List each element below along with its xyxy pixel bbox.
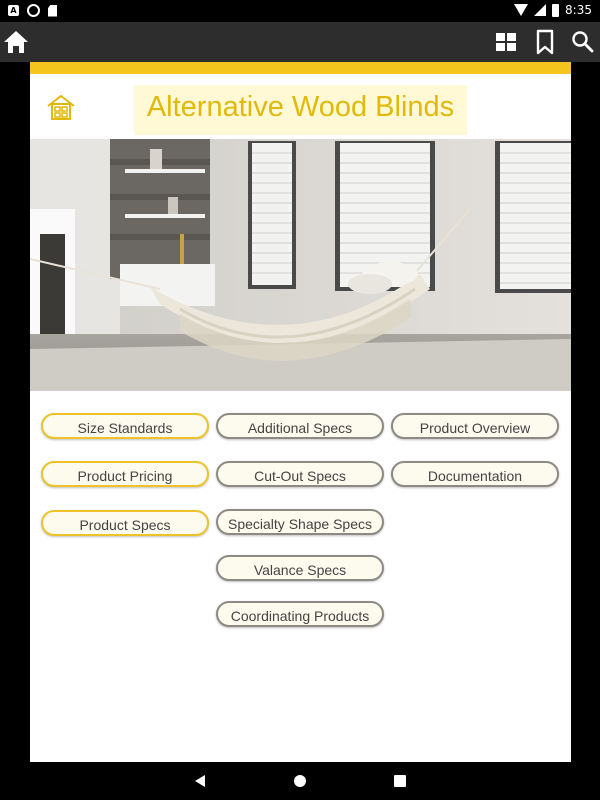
grid-icon[interactable] [492, 28, 520, 56]
specialty-shape-specs-button[interactable]: Specialty Shape Specs [216, 509, 384, 535]
additional-specs-button[interactable]: Additional Specs [216, 413, 384, 439]
search-icon[interactable] [569, 28, 597, 56]
documentation-button[interactable]: Documentation [391, 461, 559, 487]
system-nav-bar [0, 762, 600, 800]
recents-icon[interactable] [394, 775, 406, 787]
coordinating-products-button[interactable]: Coordinating Products [216, 601, 384, 627]
accent-bar [30, 62, 571, 74]
product-specs-button[interactable]: Product Specs [41, 510, 209, 536]
home-circle-icon[interactable] [293, 774, 307, 788]
hero-image [30, 139, 571, 391]
status-right-icons [514, 3, 592, 17]
app-bar [0, 22, 600, 62]
valance-specs-button[interactable]: Valance Specs [216, 555, 384, 581]
sync-circle-icon [27, 4, 40, 17]
status-bar [0, 0, 600, 22]
wifi-icon [514, 4, 528, 16]
size-standards-button[interactable]: Size Standards [41, 413, 209, 439]
cutout-specs-button[interactable]: Cut-Out Specs [216, 461, 384, 487]
product-overview-button[interactable]: Product Overview [391, 413, 559, 439]
bookmark-icon[interactable] [531, 28, 559, 56]
product-pricing-button[interactable]: Product Pricing [41, 461, 209, 487]
page-title: Alternative Wood Blinds [146, 91, 455, 123]
sd-card-icon [48, 5, 57, 17]
status-time: 8:35 [565, 3, 592, 17]
status-left-icons [8, 4, 57, 17]
house-logo-icon [46, 92, 76, 122]
cell-signal-icon [534, 4, 546, 16]
title-box [134, 85, 467, 135]
back-icon[interactable] [193, 774, 207, 788]
notification-a-icon: A [8, 5, 19, 16]
content-card [30, 62, 571, 762]
battery-icon [552, 4, 559, 17]
home-icon[interactable] [2, 28, 30, 56]
